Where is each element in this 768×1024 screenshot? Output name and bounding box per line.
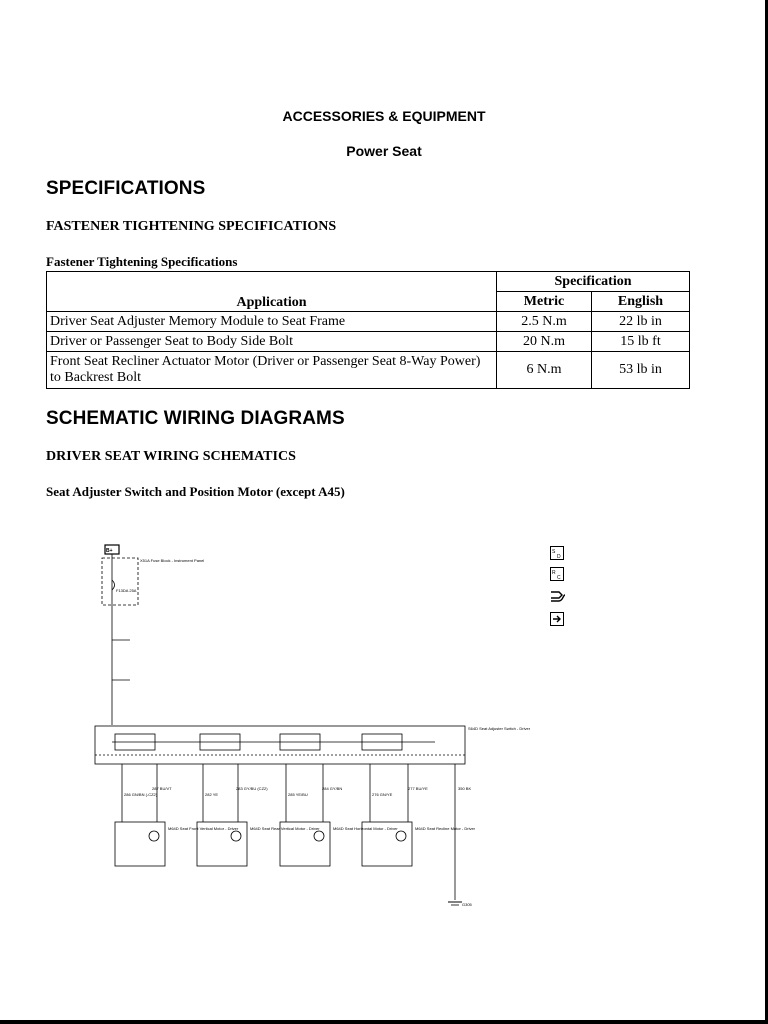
motor-label: M64D Seat Recline Motor - Driver xyxy=(415,826,476,831)
motor-label: M64D Seat Horizontal Motor - Driver xyxy=(333,826,398,831)
diagram-caption: Seat Adjuster Switch and Position Motor (except A45) xyxy=(46,484,345,499)
wire-label: 277 BU/YE xyxy=(408,786,428,791)
schematics-heading: SCHEMATIC WIRING DIAGRAMS xyxy=(46,408,345,429)
motor-label: M64D Seat Rear Vertical Motor - Driver xyxy=(250,826,320,831)
english-cell: 53 lb in xyxy=(592,352,690,389)
english-cell: 22 lb in xyxy=(592,312,690,332)
switch-label: S64D Seat Adjuster Switch - Driver xyxy=(468,726,531,731)
wire-label: 283 GY/BU (CZ2) xyxy=(236,786,268,791)
svg-text:S: S xyxy=(552,549,556,555)
module-legend-icon xyxy=(550,567,564,581)
fuse-block xyxy=(102,558,138,605)
fastener-heading: FASTENER TIGHTENING SPECIFICATIONS xyxy=(46,219,337,234)
fuse-block-label: X51A Fuse Block - Instrument Panel xyxy=(140,558,205,563)
application-cell: Driver Seat Adjuster Memory Module to Seat Frame xyxy=(47,312,497,332)
application-cell: Driver or Passenger Seat to Body Side Bolt xyxy=(47,332,497,352)
col-application-header: Application xyxy=(47,272,497,312)
ground-wire-label: 350 BK xyxy=(458,786,472,791)
wire-label: 276 GN/YE xyxy=(372,792,393,797)
table-row xyxy=(47,352,690,389)
wire-label: 286 GN/BN (-CZ2) xyxy=(124,792,158,797)
ground-label: G305 xyxy=(462,902,472,907)
table-row xyxy=(47,312,690,332)
sensor-legend-icon xyxy=(550,546,564,560)
wire-label: 285 YE/BU xyxy=(288,792,308,797)
application-cell: Front Seat Recliner Actuator Motor (Driver or Passenger Seat 8-Way Power) to Backrest Bolt xyxy=(47,352,497,389)
english-cell: 15 lb ft xyxy=(592,332,690,352)
connector-legend-icon xyxy=(549,588,567,604)
table-row xyxy=(47,332,690,352)
metric-cell: 20 N.m xyxy=(497,332,592,352)
wire-label: 284 GY/BN xyxy=(322,786,343,791)
col-metric-header: Metric xyxy=(497,292,592,312)
battery-label: B+ xyxy=(106,548,113,554)
motor-label: M64D Seat Front Vertical Motor - Driver xyxy=(168,826,239,831)
wire-label: 287 BU/VT xyxy=(152,786,172,791)
col-english-header: English xyxy=(592,292,690,312)
svg-text:R: R xyxy=(552,570,556,576)
metric-cell: 6 N.m xyxy=(497,352,592,389)
arrow-legend-icon xyxy=(550,612,564,626)
metric-cell: 2.5 N.m xyxy=(497,312,592,332)
wiring-schematic xyxy=(90,540,531,910)
fuse-label: F13DA 25A xyxy=(116,588,137,593)
specifications-heading: SPECIFICATIONS xyxy=(46,178,206,199)
driver-seat-heading: DRIVER SEAT WIRING SCHEMATICS xyxy=(46,449,296,464)
fastener-spec-table xyxy=(46,271,690,389)
table-caption: Fastener Tightening Specifications xyxy=(46,254,238,269)
svg-text:D: D xyxy=(557,554,561,560)
svg-text:C: C xyxy=(557,575,561,581)
section-title: ACCESSORIES & EQUIPMENT xyxy=(282,108,486,124)
wire-label: 282 YE xyxy=(205,792,219,797)
subsection-title: Power Seat xyxy=(346,143,422,159)
col-specification-header: Specification xyxy=(497,272,690,292)
